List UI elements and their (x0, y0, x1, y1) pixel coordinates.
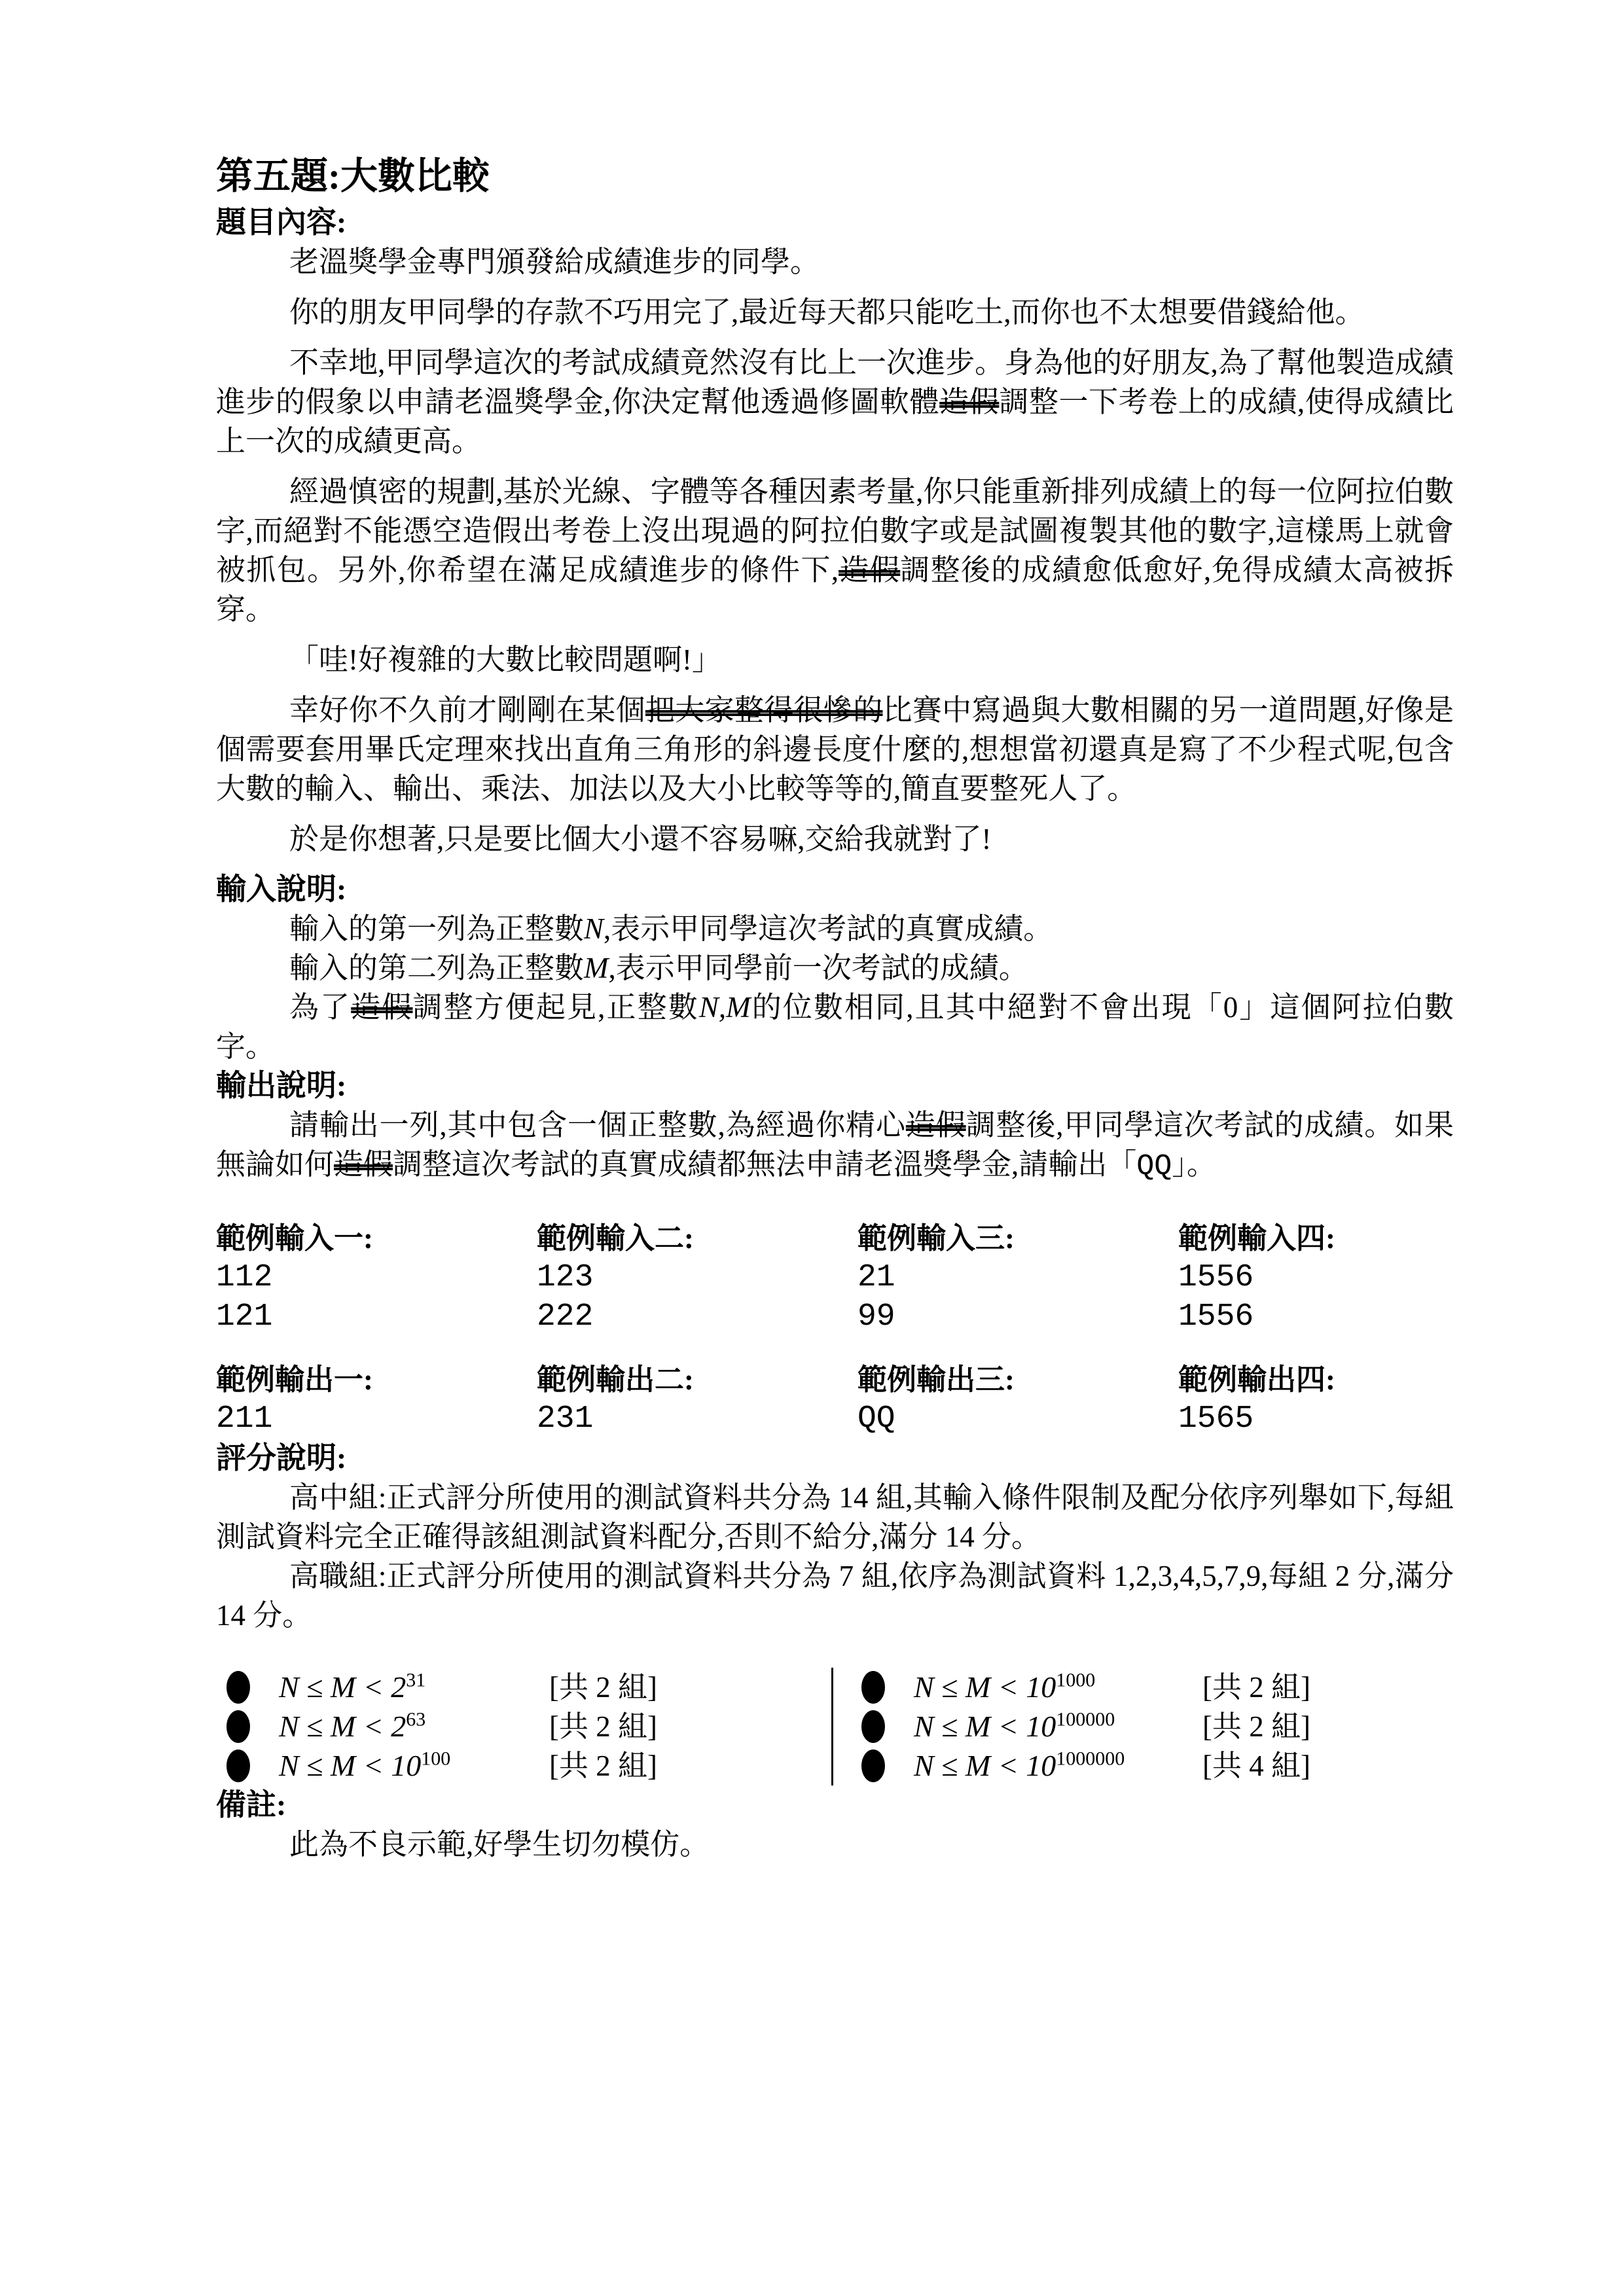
sample-output-value: 1565 (1178, 1401, 1254, 1437)
strikethrough-text: 造假 (351, 991, 413, 1024)
text-run: 高職組:正式評分所使用的測試資料共分為 7 組,依序為測試資料 1,2,3,4,5,7,9,每組 2 分,滿分 14 分。 (216, 1560, 1454, 1632)
bullet-icon (861, 1710, 885, 1743)
input-line-2 (216, 948, 1454, 988)
constraint-formula (914, 1707, 1202, 1746)
sample-output-label: 範例輸出四: (1178, 1363, 1335, 1396)
sample-output-value: QQ (857, 1401, 895, 1437)
text-run: 幸好你不久前才剛剛在某個 (289, 694, 645, 726)
sample-input-label: 範例輸入四: (1178, 1222, 1335, 1255)
constraint-formula (279, 1707, 549, 1746)
constraints-left-column (216, 1668, 831, 1785)
formula-exponent: 31 (406, 1669, 426, 1691)
problem-paragraph-2 (216, 293, 1454, 332)
sample-output-value: 231 (537, 1401, 594, 1437)
text-run: 調整這次考試的真實成績都無法申請老溫獎學金,請輸出「 (393, 1148, 1137, 1181)
formula-expression: N ≤ M < 10 (914, 1670, 1056, 1704)
formula-expression: N ≤ M < 10 (279, 1749, 422, 1782)
strikethrough-text: 造假 (939, 386, 1000, 418)
notes-content (216, 1825, 1454, 1864)
sample-input-label: 範例輸入二: (537, 1222, 694, 1255)
problem-paragraph-7 (216, 819, 1454, 859)
sample-input-value: 123 (537, 1260, 594, 1295)
constraint-formula (914, 1746, 1202, 1785)
math-variable-n: N (584, 912, 604, 945)
sample-output-3 (857, 1360, 1178, 1439)
input-line-3 (216, 988, 1454, 1066)
problem-paragraph-6 (216, 691, 1454, 808)
section-heading-output: 輸出說明: (216, 1069, 347, 1102)
sample-output-4 (1178, 1360, 1499, 1439)
problem-paragraph-3 (216, 343, 1454, 461)
bullet-icon (226, 1749, 250, 1782)
sample-input-1 (216, 1219, 537, 1336)
problem-content (216, 242, 1454, 859)
constraint-item (216, 1707, 831, 1746)
sample-input-4 (1178, 1219, 1499, 1336)
formula-exponent: 100000 (1056, 1708, 1115, 1731)
section-heading-scoring: 評分說明: (216, 1441, 347, 1475)
page-title: 第五題:大數比較 (216, 156, 490, 197)
bullet-icon (226, 1671, 250, 1704)
constraints-block (216, 1668, 1454, 1785)
text-run: 於是你想著,只是要比個大小還不容易嘛,交給我就對了! (289, 823, 992, 855)
sample-input-3 (857, 1219, 1178, 1336)
sample-output-label: 範例輸出一: (216, 1363, 373, 1396)
text-run: 此為不良示範,好學生切勿模仿。 (289, 1828, 710, 1861)
section-heading-input: 輸入說明: (216, 872, 347, 906)
formula-expression: N ≤ M < 10 (914, 1749, 1056, 1782)
scoring-description (216, 1478, 1454, 1635)
text-run: 不幸地,甲同學這次的考試成績竟然沒有比上一次進步。身為他的好朋友,為了幫他製造成績進步的假象以申請老溫獎學金,你決定幫他透過修圖軟體 (216, 346, 1454, 418)
constraint-formula (914, 1668, 1202, 1707)
sample-input-value: 99 (857, 1299, 895, 1335)
strikethrough-text: 造假 (334, 1148, 393, 1181)
sample-input-value: 1556 (1178, 1260, 1254, 1295)
constraint-item (851, 1707, 1454, 1746)
constraint-item (216, 1746, 831, 1785)
constraint-count: [共 4 組] (1202, 1749, 1310, 1782)
math-variable-m: M (584, 952, 609, 984)
sample-input-value: 21 (857, 1260, 895, 1295)
text-run: 調整後,甲同學這次考試的成績。如果無論如何 (216, 1109, 1454, 1181)
strikethrough-text: 把大家整得很慘的 (645, 694, 883, 726)
text-run: 比賽中寫過與大數相關的另一道問題,好像是個需要套用畢氏定理來找出直角三角形的斜邊長度什麼的,想想當初還真是寫了不少程式呢,包含大數的輸入、輸出、乘法、加法以及大小比較等等的,簡直要整死人了。 (216, 694, 1454, 805)
constraint-formula (279, 1746, 549, 1785)
sample-input-value: 1556 (1178, 1299, 1254, 1335)
sample-output-2 (537, 1360, 857, 1439)
constraint-count: [共 2 組] (549, 1710, 657, 1743)
input-description (216, 909, 1454, 1066)
sample-outputs-block (216, 1360, 1454, 1439)
text-run: 調整後的成績愈低愈好,免得成績太高被拆穿。 (216, 554, 1454, 626)
section-heading-notes: 備註: (216, 1788, 287, 1821)
sample-output-1 (216, 1360, 537, 1439)
bullet-icon (226, 1710, 250, 1743)
formula-expression: N ≤ M < 2 (279, 1710, 406, 1743)
sample-inputs-block (216, 1219, 1454, 1336)
text-run: 經過慎密的規劃,基於光線、字體等各種因素考量,你只能重新排列成績上的每一位阿拉伯數字,而絕對不能憑空造假出考卷上沒出現過的阿拉伯數字或是試圖複製其他的數字,這樣馬上就會被抓包。另外,你希望在滿足成績進步的條件下, (216, 475, 1454, 586)
sample-input-label: 範例輸入一: (216, 1222, 373, 1255)
constraint-count: [共 2 組] (1202, 1710, 1310, 1743)
formula-expression: N ≤ M < 2 (279, 1670, 406, 1704)
formula-exponent: 100 (421, 1748, 451, 1770)
constraint-item (851, 1746, 1454, 1785)
constraint-item (216, 1668, 831, 1707)
text-run: 輸入的第一列為正整數 (289, 912, 585, 945)
output-description (216, 1105, 1454, 1187)
text-run: 調整方便起見,正整數 (412, 991, 699, 1024)
text-run: 老溫獎學金專門頒發給成績進步的同學。 (289, 245, 820, 278)
note-line-1 (216, 1825, 1454, 1864)
text-run: 請輸出一列,其中包含一個正整數,為經過你精心 (289, 1109, 906, 1141)
constraint-formula (279, 1668, 549, 1707)
text-run: 你的朋友甲同學的存款不巧用完了,最近每天都只能吃土,而你也不太想要借錢給他。 (289, 296, 1365, 329)
sample-input-label: 範例輸入三: (857, 1222, 1015, 1255)
text-run: 為了 (289, 991, 352, 1024)
sample-output-label: 範例輸出三: (857, 1363, 1015, 1396)
scoring-paragraph-1 (216, 1478, 1454, 1556)
bullet-icon (861, 1749, 885, 1782)
qq-output-token: QQ (1136, 1150, 1172, 1183)
sample-input-value: 121 (216, 1299, 273, 1335)
problem-paragraph-1 (216, 242, 1454, 281)
text-run: 輸入的第二列為正整數 (289, 952, 585, 984)
section-heading-problem: 題目內容: (216, 206, 347, 239)
text-run: 」。 (1172, 1148, 1216, 1181)
text-run: 的位數相同,且其中絕對不會出現「0」這個阿拉伯數字。 (216, 991, 1454, 1063)
output-line-1 (216, 1105, 1454, 1187)
scoring-paragraph-2 (216, 1556, 1454, 1635)
formula-exponent: 1000000 (1056, 1748, 1125, 1770)
sample-output-value: 211 (216, 1401, 273, 1437)
text-run: 「哇!好複雜的大數比較問題啊!」 (289, 643, 721, 676)
text-run: 調整一下考卷上的成績,使得成績比上一次的成績更高。 (216, 386, 1454, 457)
text-run: 高中組:正式評分所使用的測試資料共分為 14 組,其輸入條件限制及配分依序列舉如下,每組測試資料完全正確得該組測試資料配分,否則不給分,滿分 14 分。 (216, 1481, 1454, 1553)
constraint-item (851, 1668, 1454, 1707)
bullet-icon (861, 1671, 885, 1704)
formula-expression: N ≤ M < 10 (914, 1710, 1056, 1743)
sample-input-2 (537, 1219, 857, 1336)
formula-exponent: 1000 (1056, 1669, 1096, 1691)
constraint-count: [共 2 組] (1202, 1671, 1310, 1704)
math-variable-nm: N,M (698, 991, 751, 1024)
strikethrough-text: 造假 (905, 1109, 966, 1141)
sample-output-label: 範例輸出二: (537, 1363, 694, 1396)
input-line-1 (216, 909, 1454, 948)
formula-exponent: 63 (406, 1708, 426, 1731)
constraint-count: [共 2 組] (549, 1671, 657, 1704)
strikethrough-text: 造假 (839, 554, 901, 586)
text-run: ,表示甲同學前一次考試的成績。 (608, 952, 1028, 984)
problem-paragraph-5 (216, 640, 1454, 679)
constraint-count: [共 2 組] (549, 1749, 657, 1782)
sample-input-value: 222 (537, 1299, 594, 1335)
text-run: ,表示甲同學這次考試的真實成績。 (604, 912, 1053, 945)
sample-input-value: 112 (216, 1260, 273, 1295)
problem-paragraph-4 (216, 472, 1454, 629)
constraints-right-column (833, 1668, 1454, 1785)
